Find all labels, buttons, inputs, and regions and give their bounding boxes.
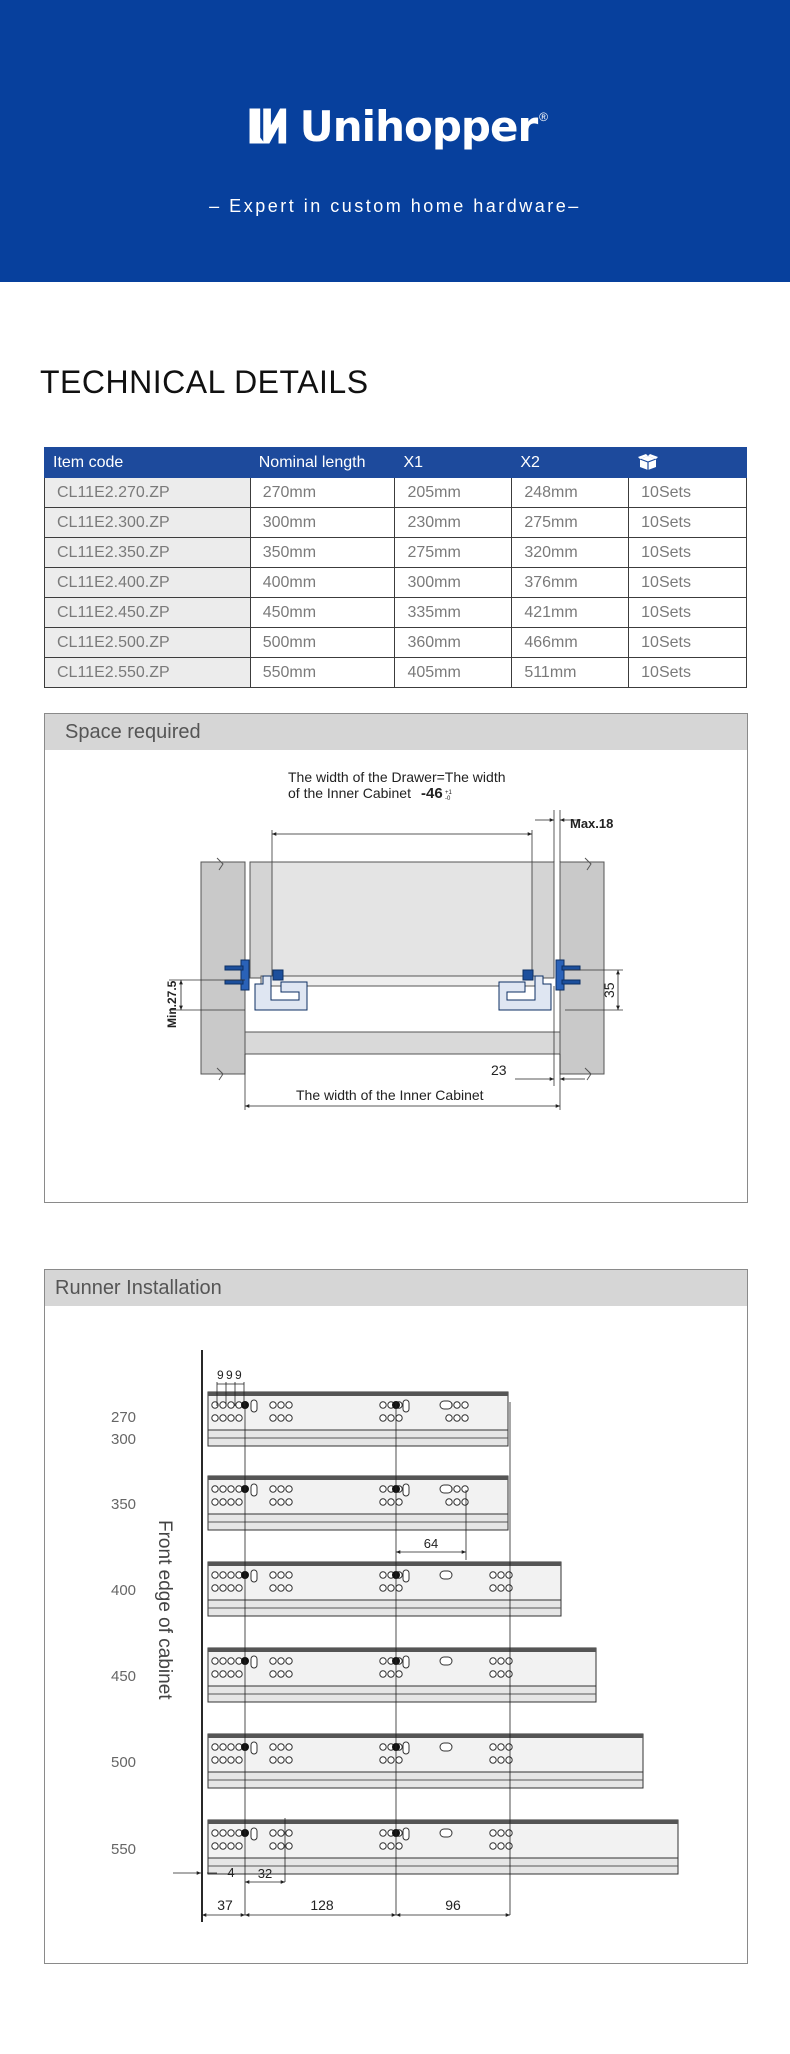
dim-4-label: 4 [227,1865,235,1880]
table-header-row [45,448,747,478]
runner-bar [208,1476,508,1530]
tolerance-label-low: -0 [445,796,451,802]
table-cell: 10Sets [629,538,747,568]
drawer-box [250,862,554,978]
col-header-nominal-length: Nominal length [250,448,395,478]
tagline: – Expert in custom home hardware– [209,196,581,216]
runner-installation-diagram [45,1270,747,1963]
table-cell: 205mm [395,478,512,508]
runner-installation-panel [44,1269,748,1964]
dim-9-c: 9 [235,1368,242,1382]
col-header-x1: X1 [395,448,512,478]
table-row [45,658,747,688]
space-required-title: Space required [45,714,747,750]
min-27-5-label: Min.27.5 [165,980,179,1028]
table-cell: 400mm [250,568,395,598]
dim-96-label: 96 [445,1897,461,1913]
table-row [45,538,747,568]
inner-cabinet-width-label: The width of the Inner Cabinet [296,1087,484,1103]
table-cell: 450mm [250,598,395,628]
col-header-item-code: Item code [45,448,251,478]
table-cell: 421mm [512,598,629,628]
table-cell: CL11E2.500.ZP [45,628,251,658]
table-cell: CL11E2.350.ZP [45,538,251,568]
table-cell: 350mm [250,538,395,568]
table-cell: 10Sets [629,568,747,598]
max-18-label: Max.18 [570,816,614,831]
runner-bar [208,1562,561,1616]
runner-bar [208,1820,678,1874]
table-cell: 10Sets [629,658,747,688]
space-required-diagram [45,714,747,1202]
table-cell: 550mm [250,658,395,688]
table-cell: 320mm [512,538,629,568]
dim-32-label: 32 [257,1866,273,1881]
table-cell: 376mm [512,568,629,598]
col-header-x2: X2 [512,448,629,478]
table-cell: 275mm [512,508,629,538]
table-cell: 300mm [250,508,395,538]
table-cell: CL11E2.400.ZP [45,568,251,598]
length-label-270: 270 [111,1409,137,1426]
table-cell: 405mm [395,658,512,688]
table-cell: 300mm [395,568,512,598]
tolerance-label: +1 [445,790,452,796]
table-cell: CL11E2.550.ZP [45,658,251,688]
table-cell: CL11E2.270.ZP [45,478,251,508]
runner-bar [208,1648,596,1702]
unihopper-logo-icon [248,99,288,153]
length-label-400: 400 [111,1582,137,1599]
table-cell: 511mm [512,658,629,688]
table-cell: 360mm [395,628,512,658]
table-row [45,598,747,628]
col-header-package [629,448,747,478]
length-label-450: 450 [111,1668,137,1685]
brand-logo [248,96,548,156]
dim-9-a: 9 [217,1368,224,1382]
table-row [45,508,747,538]
table-cell: 230mm [395,508,512,538]
header-banner [0,0,790,282]
dim-35-label: 35 [601,982,617,998]
table-cell: 275mm [395,538,512,568]
package-box-icon [637,453,659,471]
length-label-500: 500 [111,1754,137,1771]
dim-128-label: 128 [310,1897,334,1913]
table-cell: 10Sets [629,598,747,628]
table-cell: 248mm [512,478,629,508]
table-cell: 270mm [250,478,395,508]
runner-bar [208,1392,508,1446]
page-title: TECHNICAL DETAILS [40,364,369,400]
drawer-width-minus: -46 [421,785,443,802]
table-cell: CL11E2.300.ZP [45,508,251,538]
table-cell: 466mm [512,628,629,658]
spec-table [44,447,747,688]
dim-64-label: 64 [423,1536,439,1551]
drawer-width-label-1: The width of the Drawer=The width [288,769,506,785]
runner-bar [208,1734,643,1788]
table-cell: CL11E2.450.ZP [45,598,251,628]
space-required-panel [44,713,748,1203]
length-label-300: 300 [111,1431,137,1448]
dim-23-label: 23 [491,1062,507,1078]
dim-37-label: 37 [217,1897,233,1913]
front-edge-label: Front edge of cabinet [154,1520,175,1700]
registered-mark: ® [539,110,548,124]
table-cell: 10Sets [629,628,747,658]
table-row [45,478,747,508]
table-cell: 10Sets [629,478,747,508]
length-label-550: 550 [111,1841,137,1858]
runner-installation-title: Runner Installation [45,1270,747,1306]
dim-9-b: 9 [226,1368,233,1382]
brand-name: Unihopper [299,101,538,151]
table-cell: 500mm [250,628,395,658]
table-cell: 10Sets [629,508,747,538]
drawer-width-label-2: of the Inner Cabinet [288,785,411,801]
cabinet-bottom [245,1032,560,1054]
table-row [45,568,747,598]
table-row [45,628,747,658]
length-label-350: 350 [111,1496,137,1513]
table-cell: 335mm [395,598,512,628]
